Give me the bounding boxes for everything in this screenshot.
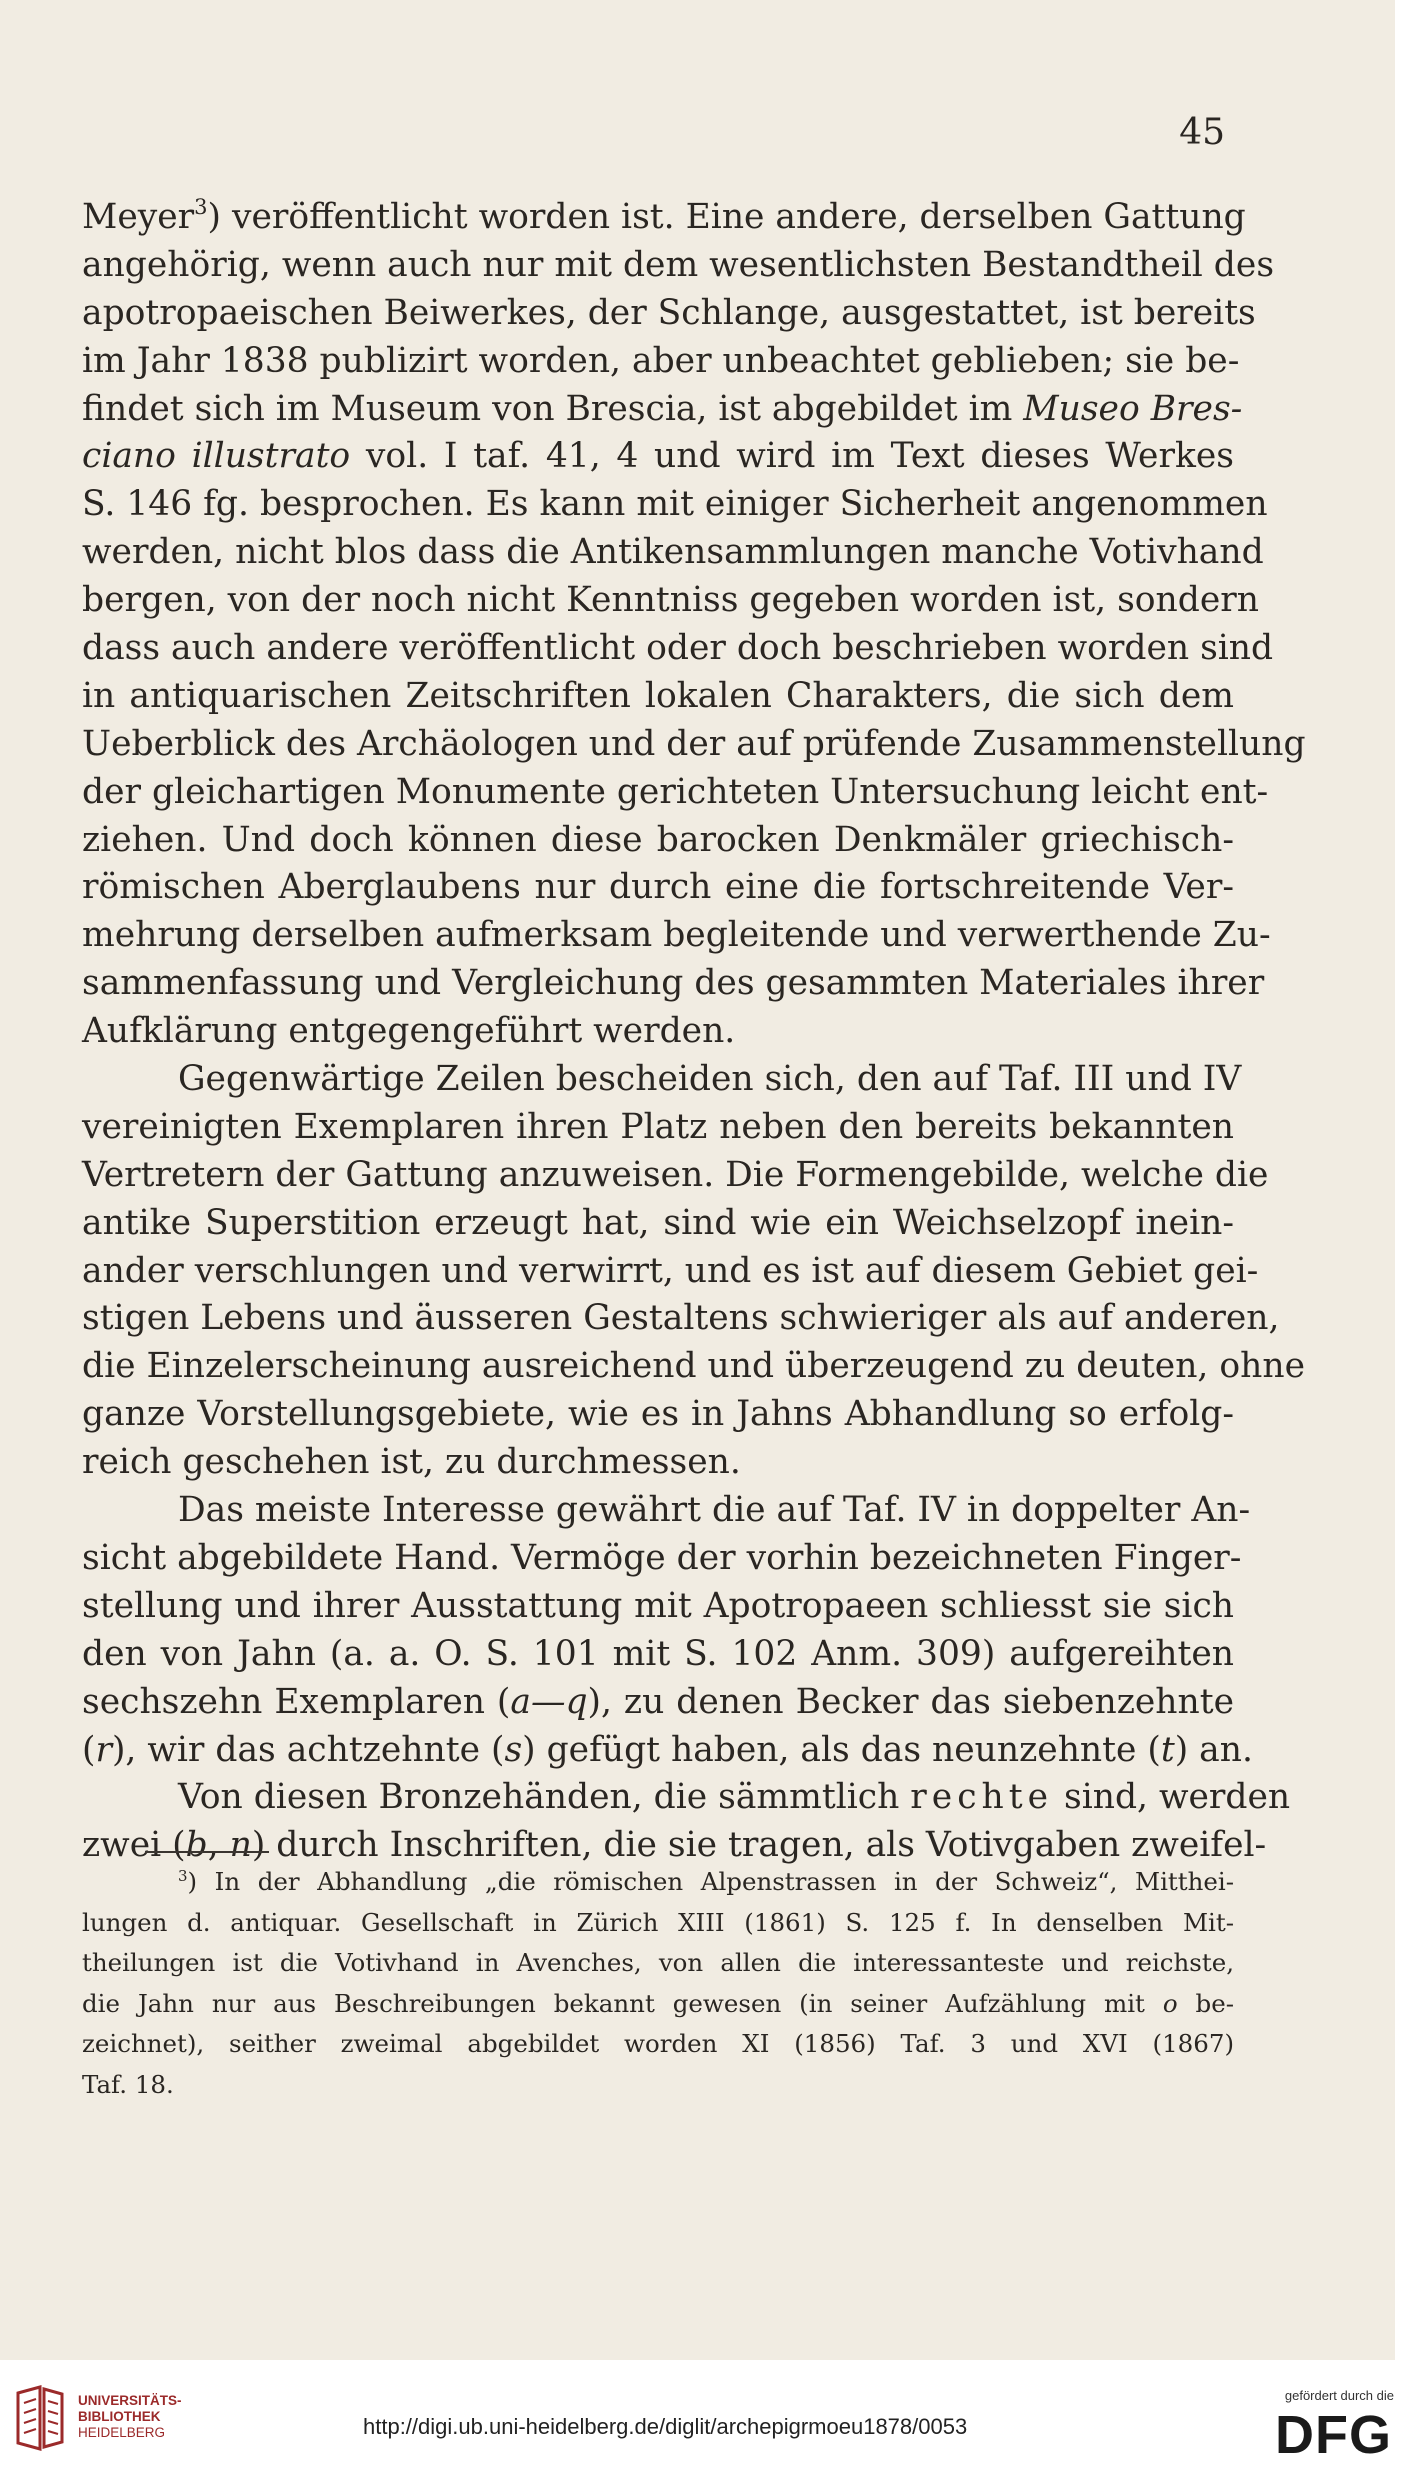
text-line xyxy=(82,1248,1259,1296)
text-run: stigen Lebens und äusseren Gestaltens schwieriger als auf anderen, xyxy=(82,1298,1280,1339)
text-run: mehrung derselben aufmerksam begleitende und verwerthende Zu- xyxy=(82,915,1271,956)
text-line xyxy=(82,529,1264,577)
text-run: Aufklärung entgegengeführt werden. xyxy=(82,1011,736,1052)
text-run: bergen, von der noch nicht Kenntniss gegeben worden ist, sondern xyxy=(82,580,1259,621)
library-name-line-2: BIBLIOTHEK xyxy=(78,2409,161,2424)
dfg-logo[interactable]: DFG xyxy=(1275,2405,1392,2465)
footnote-line xyxy=(82,1943,1234,1984)
text-line xyxy=(82,338,1240,386)
text-run: ) durch Inschriften, die sie tragen, als Votivgaben zweifel- xyxy=(251,1825,1267,1866)
text-line xyxy=(82,912,1271,960)
text-line xyxy=(82,1391,1234,1439)
italic-text: n xyxy=(229,1825,252,1866)
footnotes xyxy=(82,1862,1234,2106)
text-line xyxy=(82,194,1246,242)
footnote-marker: 3 xyxy=(194,195,208,219)
body-text xyxy=(82,194,1306,1870)
footnote-line xyxy=(82,1984,1234,2025)
text-run: ) veröffentlicht worden ist. Eine andere, derselben Gattung xyxy=(207,197,1246,237)
text-line xyxy=(82,1152,1269,1200)
text-run: im Jahr 1838 publizirt worden, aber unbeachtet geblieben; sie be- xyxy=(82,340,1240,381)
text-run: theilungen ist die Votivhand in Avenches, von allen die interessanteste und reichste, xyxy=(82,1948,1234,1978)
text-line xyxy=(82,1774,1291,1822)
italic-text: a—q xyxy=(510,1681,588,1722)
text-run: Vertretern der Gattung anzuweisen. Die Formengebilde, welche die xyxy=(82,1154,1269,1195)
italic-text: s xyxy=(504,1729,523,1770)
footnote-line xyxy=(82,2065,1234,2106)
text-line xyxy=(82,1343,1305,1391)
text-run: ( xyxy=(82,1729,96,1770)
text-line xyxy=(82,242,1275,290)
text-run: Gegenwärtige Zeilen bescheiden sich, den auf Taf. III und IV xyxy=(178,1059,1242,1100)
text-run: Von diesen Bronzehänden, die sämmtlich xyxy=(178,1777,911,1818)
text-run: zeichnet), seither zweimal abgebildet worden XI (1856) Taf. 3 und XVI (1867) xyxy=(82,2029,1234,2059)
text-run: Das meiste Interesse gewährt die auf Taf. IV in doppelter An- xyxy=(178,1490,1251,1531)
footnote-line xyxy=(82,1862,1234,1903)
text-line xyxy=(82,864,1234,912)
permalink-url[interactable]: http://digi.ub.uni-heidelberg.de/diglit/archepigrmoeu1878/0053 xyxy=(363,2414,968,2439)
text-run: Ueberblick des Archäologen und der auf prüfende Zusammenstellung xyxy=(82,723,1306,764)
italic-text: o xyxy=(1162,1988,1178,2018)
text-line xyxy=(82,1535,1242,1583)
text-run: S. 146 fg. besprochen. Es kann mit einiger Sicherheit angenommen xyxy=(82,484,1268,525)
text-run: die Jahn nur aus Beschreibungen bekannt gewesen (in seiner Aufzählung mit xyxy=(82,1988,1163,2018)
text-line xyxy=(82,1439,1234,1487)
text-run: den von Jahn (a. a. O. S. 101 mit S. 102 Anm. 309) aufgereihten xyxy=(82,1633,1234,1674)
text-line xyxy=(82,1727,1253,1775)
dfg-caption: gefördert durch die xyxy=(1284,2388,1394,2403)
text-line xyxy=(82,1008,1234,1056)
text-line xyxy=(82,769,1269,817)
text-line xyxy=(82,1679,1234,1727)
text-run: in antiquarischen Zeitschriften lokalen Charakters, die sich dem xyxy=(82,675,1234,716)
text-run: vol. I taf. 41, 4 und wird im Text dieses Werkes xyxy=(350,436,1234,477)
text-run: Meyer xyxy=(82,197,195,237)
italic-text: t xyxy=(1160,1729,1175,1770)
text-run: be- xyxy=(1177,1988,1234,2018)
library-name-line-1: UNIVERSITÄTS- xyxy=(78,2393,182,2408)
italic-text: r xyxy=(95,1729,112,1770)
text-line xyxy=(82,290,1256,338)
text-line xyxy=(82,721,1306,769)
footnote-divider xyxy=(145,1851,269,1853)
text-run: sammenfassung und Vergleichung des gesammten Materiales ihrer xyxy=(82,963,1265,1004)
text-run: ) In der Abhandlung „die römischen Alpenstrassen in der Schweiz“, Mitthei- xyxy=(187,1867,1234,1896)
text-run: Taf. 18. xyxy=(82,2069,174,2099)
text-run: findet sich im Museum von Brescia, ist abgebildet im xyxy=(82,388,1024,429)
text-line xyxy=(82,625,1274,673)
italic-text: b xyxy=(185,1825,208,1866)
text-line xyxy=(82,433,1234,481)
text-line xyxy=(82,481,1268,529)
text-run: ander verschlungen und verwirrt, und es ist auf diesem Gebiet gei- xyxy=(82,1250,1259,1291)
library-name[interactable] xyxy=(78,2393,182,2441)
text-run: ) gefügt haben, als das neunzehnte ( xyxy=(522,1729,1161,1770)
text-line xyxy=(82,1583,1234,1631)
text-run: angehörig, wenn auch nur mit dem wesentlichsten Bestandtheil des xyxy=(82,244,1275,285)
text-run: werden, nicht blos dass die Antikensammlungen manche Votivhand xyxy=(82,532,1264,573)
text-line xyxy=(82,1200,1234,1248)
text-run: sechszehn Exemplaren ( xyxy=(82,1681,511,1722)
italic-text: ciano illustrato xyxy=(82,436,351,477)
text-run: zwei ( xyxy=(82,1825,186,1866)
text-line xyxy=(82,1056,1242,1104)
text-line xyxy=(82,577,1259,625)
text-run: antike Superstition erzeugt hat, sind wie ein Weichselzopf inein- xyxy=(82,1202,1234,1243)
footnote-line xyxy=(82,2024,1234,2065)
text-line xyxy=(82,1487,1251,1535)
viewer-footer xyxy=(0,2360,1417,2474)
text-run: lungen d. antiquar. Gesellschaft in Zürich XIII (1861) S. 125 f. In denselben Mit- xyxy=(82,1907,1234,1937)
page-number: 45 xyxy=(1179,112,1225,153)
text-run: römischen Aberglaubens nur durch eine die fortschreitende Ver- xyxy=(82,867,1234,908)
text-run: die Einzelerscheinung ausreichend und überzeugend zu deuten, ohne xyxy=(82,1346,1305,1387)
text-line xyxy=(82,386,1243,434)
text-run: ), wir das achtzehnte ( xyxy=(111,1729,505,1770)
text-run: sind, werden xyxy=(1053,1777,1291,1818)
italic-text: Museo Bres- xyxy=(1023,388,1243,429)
text-run: ziehen. Und doch können diese barocken Denkmäler griechisch- xyxy=(82,819,1234,860)
text-run: der gleichartigen Monumente gerichteten Untersuchung leicht ent- xyxy=(82,771,1269,812)
university-library-logo-icon[interactable] xyxy=(14,2385,66,2451)
footnote-marker: 3 xyxy=(178,1867,188,1885)
text-line xyxy=(82,960,1265,1008)
text-run: reich geschehen ist, zu durchmessen. xyxy=(82,1442,741,1483)
text-line xyxy=(82,673,1234,721)
text-run: apotropaeischen Beiwerkes, der Schlange, ausgestattet, ist bereits xyxy=(82,292,1256,333)
text-run: ganze Vorstellungsgebiete, wie es in Jahns Abhandlung so erfolg- xyxy=(82,1394,1234,1435)
text-line xyxy=(82,1295,1280,1343)
text-line xyxy=(82,1104,1234,1152)
text-line xyxy=(82,1631,1234,1679)
text-run: dass auch andere veröffentlicht oder doch beschrieben worden sind xyxy=(82,628,1274,669)
text-run: vereinigten Exemplaren ihren Platz neben den bereits bekannten xyxy=(82,1106,1234,1147)
spaced-text: rechte xyxy=(910,1777,1054,1818)
footnote-line xyxy=(82,1903,1234,1944)
text-run: ), zu denen Becker das siebenzehnte xyxy=(587,1681,1235,1722)
text-run: , xyxy=(207,1825,230,1866)
text-run: stellung und ihrer Ausstattung mit Apotropaeen schliesst sie sich xyxy=(82,1585,1234,1626)
library-name-line-3: HEIDELBERG xyxy=(78,2425,166,2440)
text-run: ) an. xyxy=(1174,1729,1253,1770)
text-run: sicht abgebildete Hand. Vermöge der vorhin bezeichneten Finger- xyxy=(82,1537,1242,1578)
text-line xyxy=(82,817,1234,865)
